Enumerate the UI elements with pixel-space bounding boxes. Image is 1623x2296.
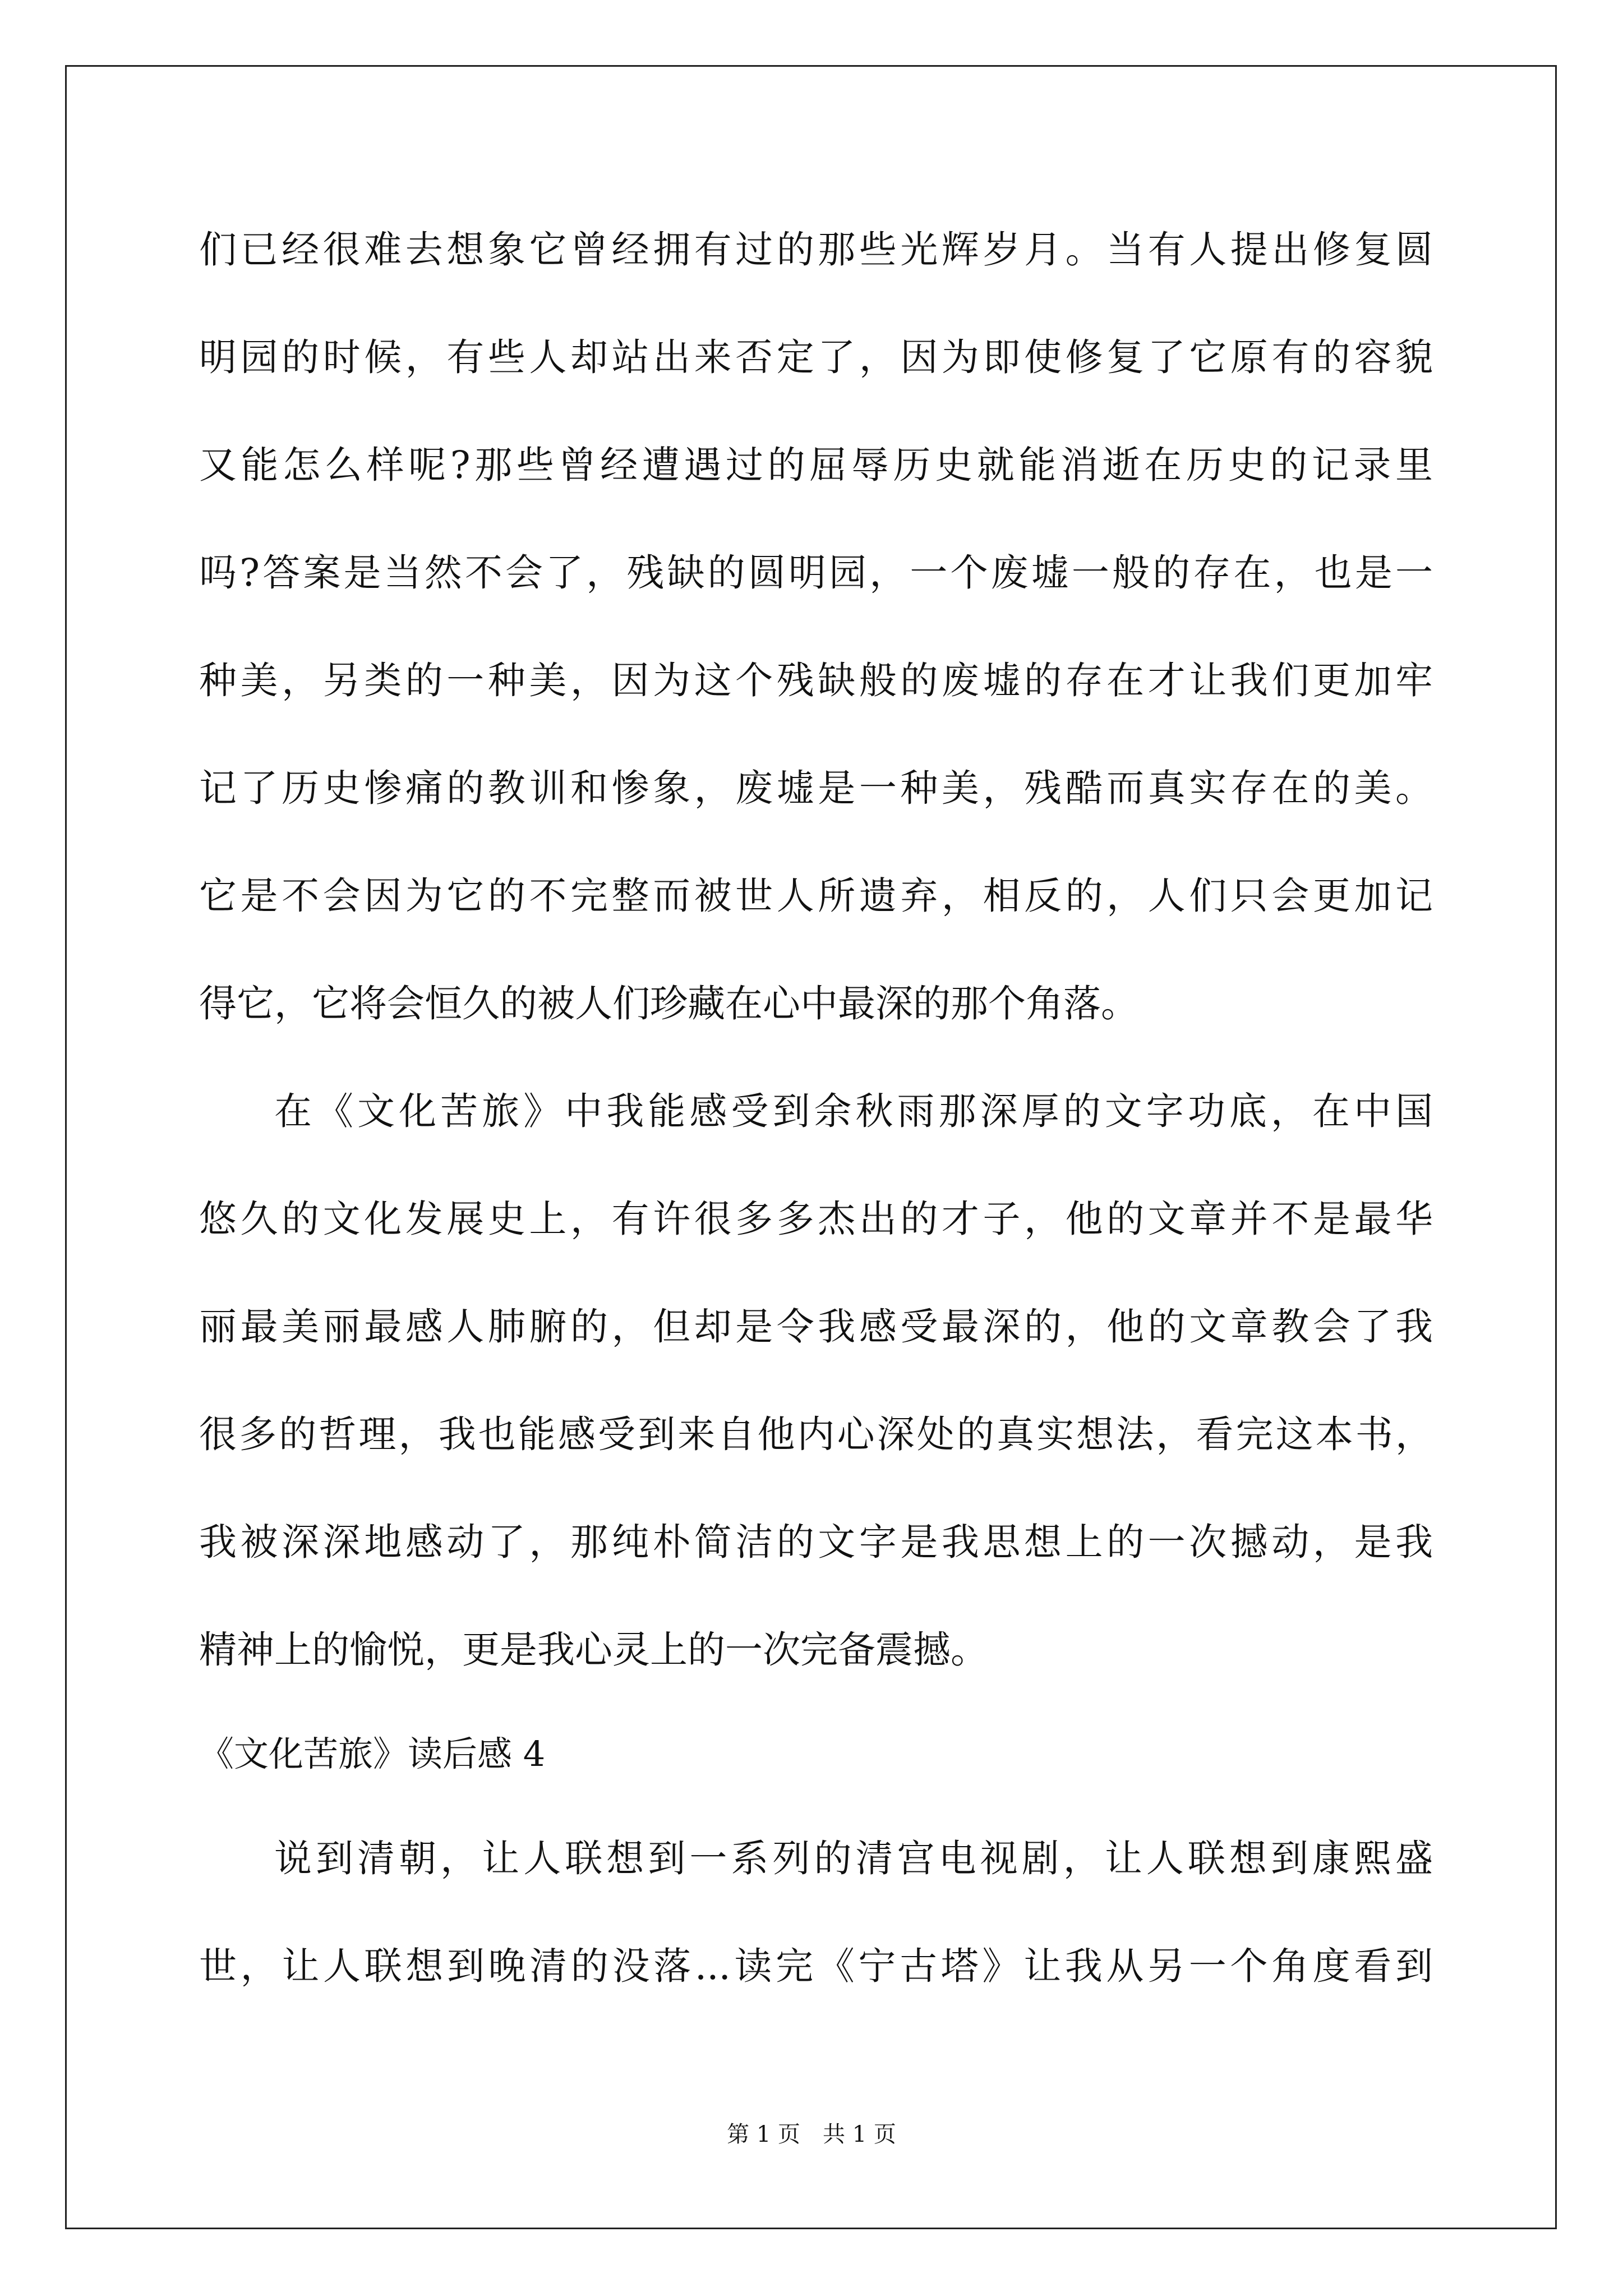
text-line: 它是不会因为它的不完整而被世人所遗弃，相反的，人们只会更加记 bbox=[199, 874, 1433, 918]
text-line: 得它，它将会恒久的被人们珍藏在心中最深的那个角落。 bbox=[199, 982, 1138, 1025]
text-line: 丽最美丽最感人肺腑的，但却是令我感受最深的，他的文章教会了我 bbox=[199, 1305, 1433, 1349]
text-line: 在《文化苦旅》中我能感受到余秋雨那深厚的文字功底，在中国 bbox=[274, 1089, 1433, 1133]
text-line: 说到清朝，让人联想到一系列的清宫电视剧，让人联想到康熙盛 bbox=[274, 1837, 1433, 1880]
text-line: 世，让人联想到晚清的没落...读完《宁古塔》让我从另一个角度看到 bbox=[199, 1944, 1433, 1988]
page-footer: 第 1 页 共 1 页 bbox=[727, 2122, 896, 2147]
section-heading: 《文化苦旅》读后感 4 bbox=[199, 1733, 546, 1774]
text-line: 我被深深地感动了，那纯朴简洁的文字是我思想上的一次撼动，是我 bbox=[199, 1520, 1433, 1564]
text-line: 吗?答案是当然不会了，残缺的圆明园，一个废墟一般的存在，也是一 bbox=[199, 551, 1433, 595]
text-line: 们已经很难去想象它曾经拥有过的那些光辉岁月。当有人提出修复圆 bbox=[199, 228, 1433, 272]
text-line: 明园的时候，有些人却站出来否定了，因为即使修复了它原有的容貌 bbox=[199, 335, 1433, 379]
text-line: 种美，另类的一种美，因为这个残缺般的废墟的存在才让我们更加牢 bbox=[199, 659, 1433, 702]
text-line: 又能怎么样呢?那些曾经遭遇过的屈辱历史就能消逝在历史的记录里 bbox=[199, 443, 1433, 487]
text-line: 很多的哲理，我也能感受到来自他内心深处的真实想法，看完这本书， bbox=[199, 1412, 1433, 1456]
text-line: 悠久的文化发展史上，有许很多多杰出的才子，他的文章并不是最华 bbox=[199, 1197, 1433, 1241]
text-line: 精神上的愉悦，更是我心灵上的一次完备震撼。 bbox=[199, 1628, 988, 1672]
page-border bbox=[65, 65, 1557, 2229]
text-line: 记了历史惨痛的教训和惨象，废墟是一种美，残酷而真实存在的美。 bbox=[199, 766, 1433, 810]
